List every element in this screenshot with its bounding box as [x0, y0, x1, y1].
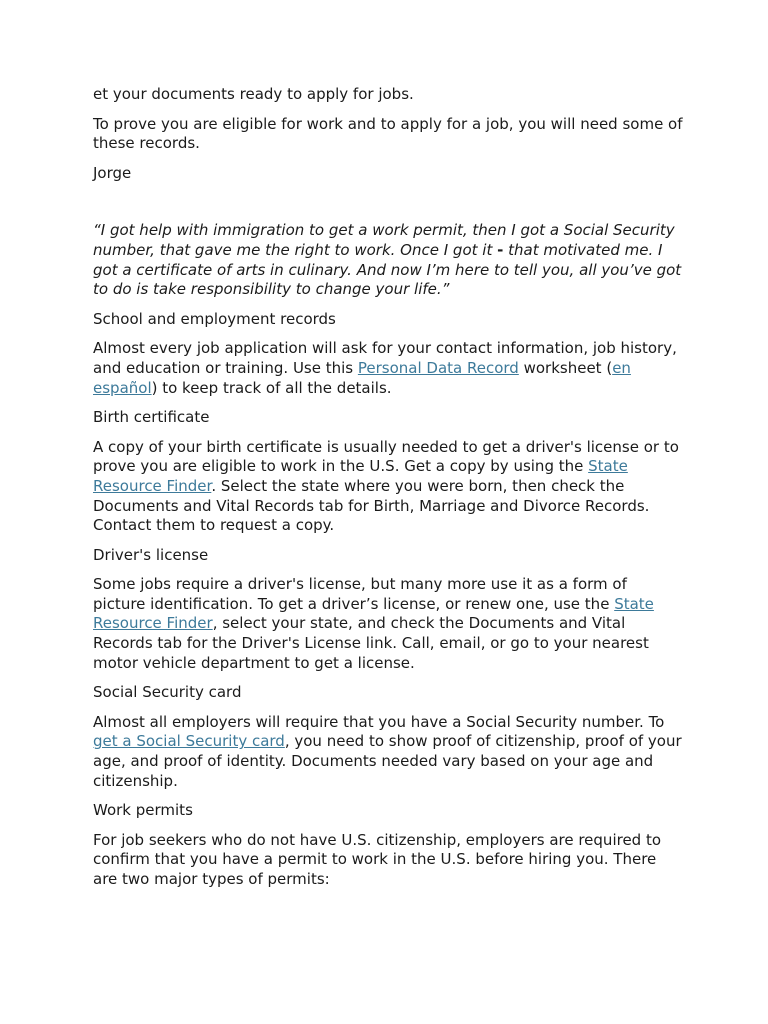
quote-part-1: “I got help with immigration to get a work permit, then I got a Social Security number, that gave me the right to work. Once I got it	[93, 221, 675, 259]
social-security-card-link[interactable]: get a Social Security card	[93, 732, 285, 751]
license-text-1: Some jobs require a driver's license, but many more use it as a form of picture identification. To get a driver’s license, or renew one, use the	[93, 575, 627, 613]
intro-paragraph: To prove you are eligible for work and to apply for a job, you will need some of these records.	[93, 114, 683, 153]
school-text-3: ) to keep track of all the details.	[151, 378, 392, 397]
personal-data-record-link[interactable]: Personal Data Record	[357, 358, 519, 377]
school-text-1: Almost every job application will ask for your contact information, job history, and education or training. Use this	[93, 339, 677, 377]
ssn-text-2: , you need to show proof of citizenship, proof of your age, and proof of identity. Documents needed vary based on your age and citizenship.	[93, 732, 682, 790]
testimonial-quote	[93, 221, 683, 299]
testimonial-name: Jorge	[93, 163, 132, 182]
state-resource-finder-link-1[interactable]: State Resource Finder	[93, 457, 628, 495]
birth-paragraph	[93, 438, 683, 536]
quote-part-2: that motivated me. I got a certificate of arts in culinary. And now I’m here to tell you, all you’ve got to do is take responsibility to change your life.”	[93, 240, 682, 299]
permits-paragraph: For job seekers who do not have U.S. citizenship, employers are required to confirm that you have a permit to work in the U.S. before hiring you. There are two major types of permits:	[93, 830, 662, 888]
section-heading-license: Driver's license	[93, 545, 209, 564]
en-espanol-link[interactable]: en español	[93, 358, 631, 397]
birth-text-2: . Select the state where you were born, then check the Documents and Vital Records tab for Birth, Marriage and Divorce Records. Contact them to request a copy.	[93, 476, 650, 535]
spacer	[93, 193, 683, 221]
license-text-2: , select your state, and check the Documents and Vital Records tab for the Driver's License link. Call, email, or go to your nearest motor vehicle department to get a license.	[93, 614, 649, 672]
ssn-paragraph	[93, 713, 683, 791]
section-heading-ssn: Social Security card	[93, 683, 242, 702]
state-resource-finder-link-2[interactable]: State Resource Finder	[93, 594, 654, 633]
intro-lead: et your documents ready to apply for jobs.	[93, 85, 414, 103]
document-body	[93, 85, 683, 900]
quote-dash: -	[497, 240, 504, 259]
school-text-2: worksheet (	[518, 358, 613, 377]
birth-text-1: A copy of your birth certificate is usually needed to get a driver's license or to prove you are eligible to work in the U.S. Get a copy by using the	[93, 437, 679, 476]
section-heading-permits: Work permits	[93, 801, 193, 820]
section-heading-school: School and employment records	[93, 309, 336, 328]
school-paragraph	[93, 339, 683, 398]
license-paragraph	[93, 575, 683, 673]
ssn-text-1: Almost all employers will require that you have a Social Security number. To	[93, 712, 665, 731]
section-heading-birth: Birth certificate	[93, 408, 210, 427]
